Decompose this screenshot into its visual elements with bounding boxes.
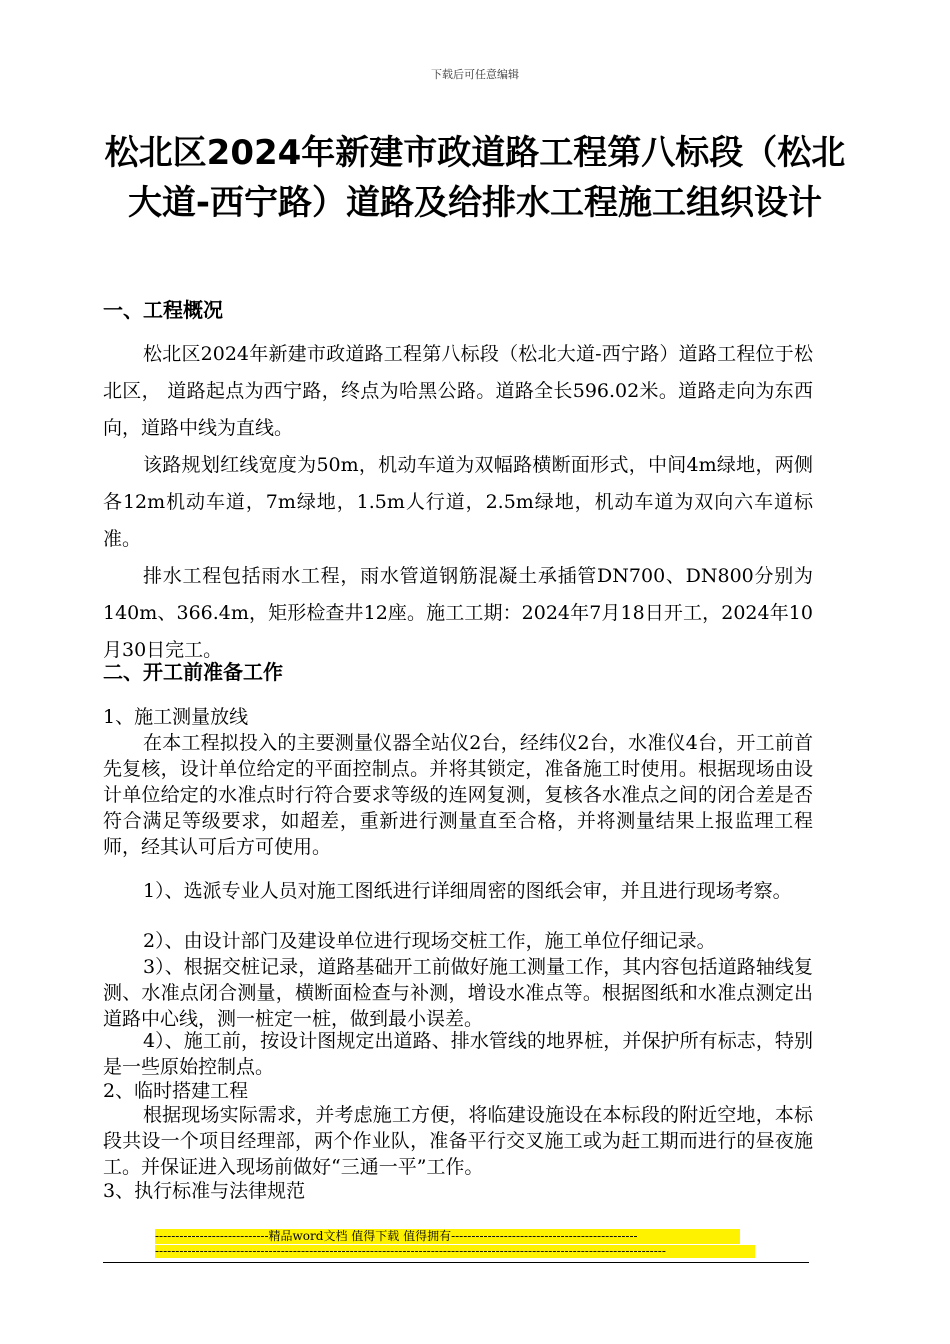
footer-banner-line-1: ----------------------------精品word文档 值得下载 值得拥有----------------------------------------------: [155, 1229, 740, 1244]
survey-item-3: 3）、根据交桩记录，道路基础开工前做好施工测量工作，其内容包括道路轴线复测、水准点闭合测量，横断面检查与补测，增设水准点等。根据图纸和水准点测定出道路中心线，测一桩定一桩，做到最小误差。: [103, 956, 813, 1030]
overview-paragraph-1: 松北区2024年新建市政道路工程第八标段（松北大道-西宁路）道路工程位于松北区， 道路起点为西宁路，终点为哈黑公路。道路全长596.02米。道路走向为东西向，道路中线为直线。: [103, 343, 813, 439]
survey-item-2: 2）、由设计部门及建设单位进行现场交桩工作，施工单位仔细记录。: [143, 930, 716, 952]
survey-item-4: 4）、施工前，按设计图规定出道路、排水管线的地界桩，并保护所有标志，特别是一些原始控制点。: [103, 1030, 813, 1078]
document-title: 松北区2024年新建市政道路工程第八标段（松北大道-西宁路）道路及给排水工程施工组织设计: [104, 133, 846, 223]
section-heading-preparation: 二、开工前准备工作: [103, 660, 283, 684]
footer-rule: [103, 1262, 809, 1263]
overview-paragraph-3: 排水工程包括雨水工程，雨水管道钢筋混凝土承插管DN700、DN800分别为140m、366.4m，矩形检查井12座。施工工期：2024年7月18日开工，2024年10月30日完工。: [103, 565, 813, 661]
overview-paragraph-2: 该路规划红线宽度为50m，机动车道为双幅路横断面形式，中间4m绿地，两侧各12m机动车道，7m绿地，1.5m人行道，2.5m绿地，机动车道为双向六车道标准。: [103, 454, 813, 550]
section-heading-overview: 一、工程概况: [103, 298, 223, 322]
temporary-body: 根据现场实际需求，并考虑施工方便，将临建设施设在本标段的附近空地，本标段共设一个项目经理部，两个作业队，准备平行交叉施工或为赶工期而进行的昼夜施工。并保证进入现场前做好“三通一平”工作。: [103, 1104, 813, 1178]
subsection-title-temporary: 2、临时搭建工程: [103, 1080, 249, 1102]
survey-item-1: 1）、选派专业人员对施工图纸进行详细周密的图纸会审，并且进行现场考察。: [143, 880, 792, 902]
header-note: 下载后可任意编辑: [431, 68, 519, 81]
subsection-title-standards: 3、执行标准与法律规范: [103, 1180, 306, 1202]
survey-body: 在本工程拟投入的主要测量仪器全站仪2台，经纬仪2台，水准仪4台，开工前首先复核，设计单位给定的平面控制点。并将其锁定，准备施工时使用。根据现场由设计单位给定的水准点时行符合要求等级的连网复测，复核各水准点之间的闭合差是否符合满足等级要求，如超差，重新进行测量直至合格，并将测量结果上报监理工程师，经其认可后方可使用。: [103, 732, 813, 858]
subsection-title-survey: 1、施工测量放线: [103, 706, 249, 728]
footer-banner-line-2: ------------------------------------------------------------------------------------------------------------------------------: [155, 1245, 755, 1258]
